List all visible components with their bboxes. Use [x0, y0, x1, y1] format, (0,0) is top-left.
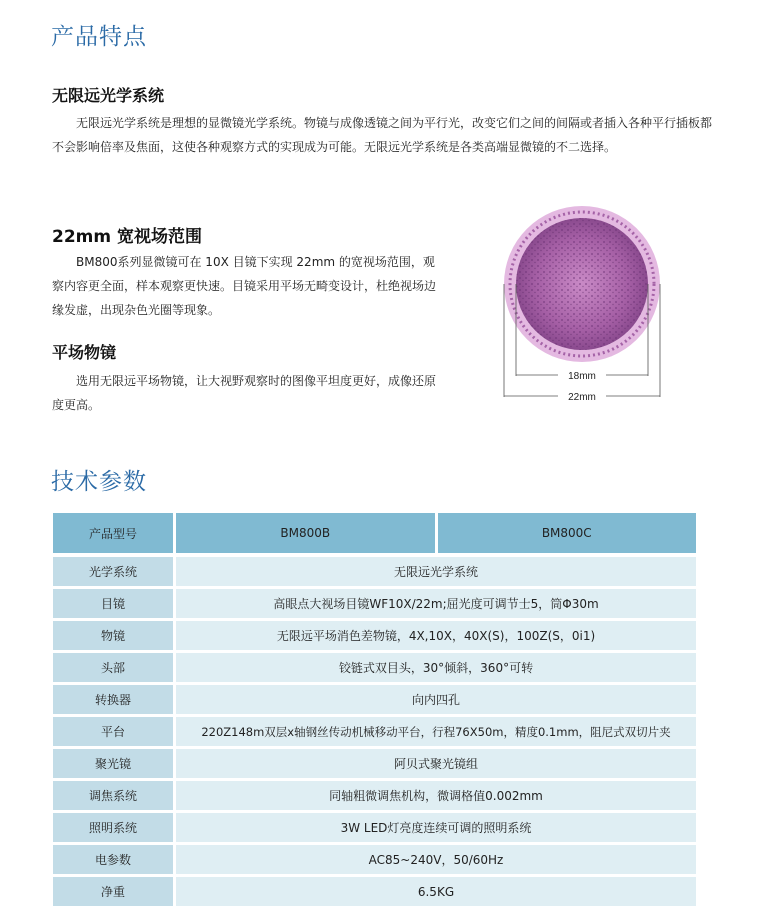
- row-label: 转换器: [53, 685, 173, 714]
- infinity-paragraph: [52, 111, 714, 159]
- section-title-specs: 技术参数: [51, 469, 147, 495]
- row-label: 平台: [53, 717, 173, 746]
- table-row: [53, 845, 696, 874]
- row-label: 目镜: [53, 589, 173, 618]
- row-label: 聚光镜: [53, 749, 173, 778]
- row-value: 阿贝式聚光镜组: [176, 749, 696, 778]
- plan-paragraph: [52, 369, 442, 417]
- table-row: [53, 717, 696, 746]
- infinity-text: 无限远光学系统是理想的显微镜光学系统。物镜与成像透镜之间为平行光，改变它们之间的间隔或者插入各种平行插板都不会影响倍率及焦面，这使各种观察方式的实现成为可能。无限远光学系统是各类高端显微镜的不二选择。: [52, 116, 713, 154]
- row-value: 同轴粗微调焦机构，微调格值0.002mm: [176, 781, 696, 810]
- plan-heading: 平场物镜: [52, 343, 117, 362]
- header-model-b: BM800B: [176, 513, 435, 553]
- infinity-heading: 无限远光学系统: [52, 86, 165, 105]
- row-label: 净重: [53, 877, 173, 906]
- table-row: [53, 685, 696, 714]
- row-value: 高眼点大视场目镜WF10X/22m;屈光度可调节士5，筒Φ30m: [176, 589, 696, 618]
- table-row: [53, 621, 696, 650]
- row-label: 物镜: [53, 621, 173, 650]
- row-value: 3W LED灯亮度连续可调的照明系统: [176, 813, 696, 842]
- plan-text: 选用无限远平场物镜，让大视野观察时的图像平坦度更好，成像还原度更高。: [52, 374, 437, 412]
- wide-field-heading: 22mm 宽视场范围: [52, 227, 203, 247]
- row-label: 调焦系统: [53, 781, 173, 810]
- row-label: 光学系统: [53, 557, 173, 586]
- table-row: [53, 781, 696, 810]
- outer-diameter-label: 22mm: [568, 392, 596, 403]
- inner-diameter-label: 18mm: [568, 371, 596, 382]
- wide-field-text: BM800系列显微镜可在 10X 目镜下实现 22mm 的宽视场范围，观察内容更全面，样本观察更快速。目镜采用平场无畸变设计，杜绝视场边缘发虚，出现杂色光圈等现象。: [52, 255, 437, 317]
- row-label: 头部: [53, 653, 173, 682]
- row-label: 照明系统: [53, 813, 173, 842]
- wide-field-paragraph: [52, 250, 438, 322]
- row-label: 电参数: [53, 845, 173, 874]
- row-value: 无限远光学系统: [176, 557, 696, 586]
- table-row: [53, 653, 696, 682]
- row-value: AC85~240V，50/60Hz: [176, 845, 696, 874]
- field-of-view-illustration: [500, 204, 664, 404]
- table-row: [53, 557, 696, 586]
- row-value: 6.5KG: [176, 877, 696, 906]
- header-model-c: BM800C: [438, 513, 697, 553]
- table-row: [53, 877, 696, 906]
- field-of-view-svg: [500, 204, 664, 404]
- table-row: [53, 813, 696, 842]
- row-value: 无限远平场消色差物镜，4X,10X，40X(S)，100Z(S，0i1): [176, 621, 696, 650]
- table-row: [53, 589, 696, 618]
- section-title-features: 产品特点: [51, 24, 147, 50]
- table-row: [53, 749, 696, 778]
- header-label-cell: 产品型号: [53, 513, 173, 553]
- specs-table: [53, 513, 696, 909]
- row-value: 铰链式双目头，30°倾斜，360°可转: [176, 653, 696, 682]
- specs-header-row: [53, 513, 696, 553]
- row-value: 向内四孔: [176, 685, 696, 714]
- row-value: 220Z148m双层x轴钢丝传动机械移动平台，行程76X50m，精度0.1mm，阻尼式双切片夹: [176, 717, 696, 746]
